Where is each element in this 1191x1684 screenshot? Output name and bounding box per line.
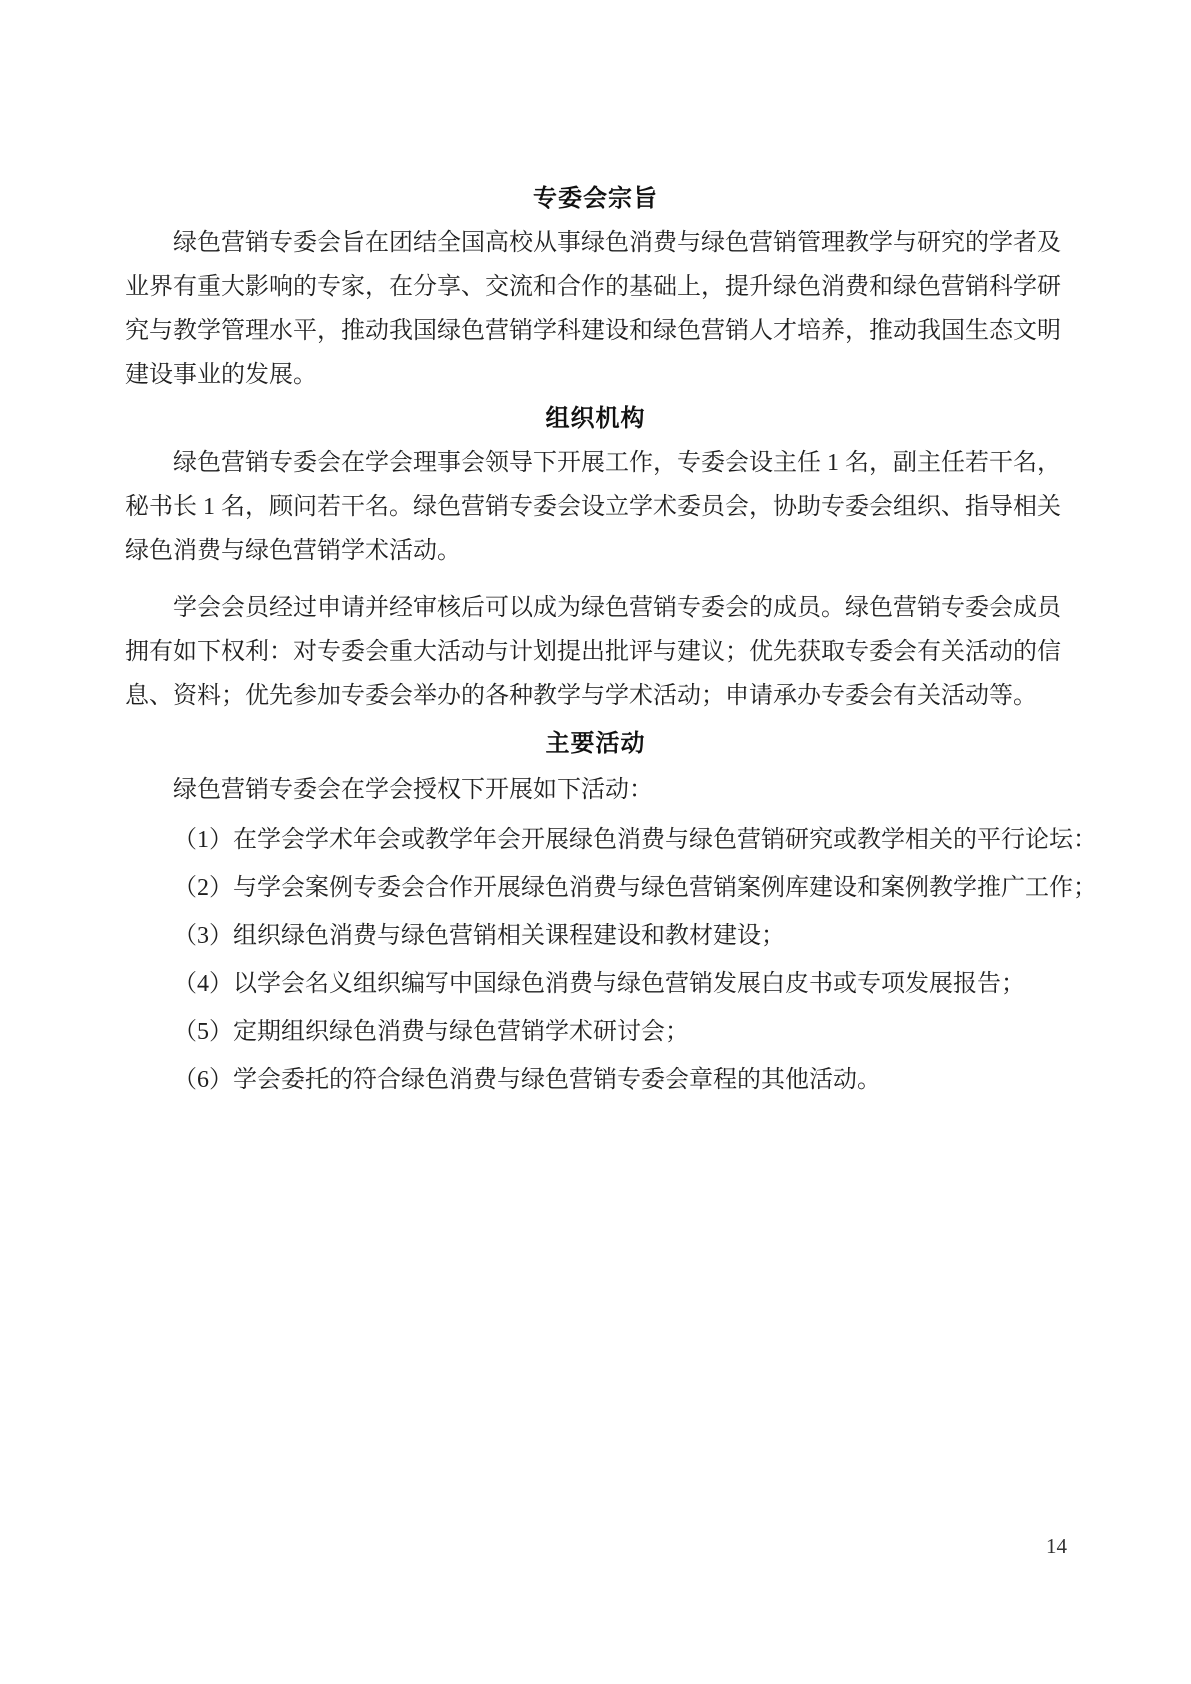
section-heading-activities: 主要活动: [545, 730, 646, 757]
list-item: （1）在学会学术年会或教学年会开展绿色消费与绿色营销研究或教学相关的平行论坛：: [173, 827, 1097, 853]
text-line: 学会会员经过申请并经审核后可以成为绿色营销专委会的成员。绿色营销专委会成员: [173, 595, 1061, 621]
text-line: 绿色营销专委会在学会理事会领导下开展工作，专委会设主任 1 名，副主任若干名，: [173, 450, 1061, 476]
paragraph-activities-intro: [125, 768, 1066, 812]
text-line: 绿色营销专委会在学会授权下开展如下活动：: [173, 777, 653, 803]
paragraph-organization-1: [125, 441, 1066, 573]
document-content: [125, 177, 1097, 1104]
text-line: 拥有如下权利：对专委会重大活动与计划提出批评与建议；优先获取专委会有关活动的信: [125, 639, 1061, 665]
text-line: 绿色营销专委会旨在团结全国高校从事绿色消费与绿色营销管理教学与研究的学者及: [173, 230, 1061, 256]
text-line: 绿色消费与绿色营销学术活动。: [125, 538, 461, 564]
page-number: 14: [1046, 1534, 1067, 1558]
paragraph-organization-2: [125, 586, 1066, 718]
paragraph-purpose: [125, 221, 1066, 397]
section-heading-organization: 组织机构: [545, 405, 646, 432]
text-line: 息、资料；优先参加专委会举办的各种教学与学术活动；申请承办专委会有关活动等。: [125, 683, 1037, 709]
list-item: （3）组织绿色消费与绿色营销相关课程建设和教材建设；: [173, 923, 785, 949]
text-line: 究与教学管理水平，推动我国绿色营销学科建设和绿色营销人才培养，推动我国生态文明: [125, 318, 1061, 344]
activities-list: [125, 816, 1097, 1104]
text-line: 建设事业的发展。: [125, 362, 317, 388]
list-item: （2）与学会案例专委会合作开展绿色消费与绿色营销案例库建设和案例教学推广工作；: [173, 875, 1097, 901]
text-line: 秘书长 1 名，顾问若干名。绿色营销专委会设立学术委员会，协助专委会组织、指导相关: [125, 494, 1061, 520]
list-item: （4）以学会名义组织编写中国绿色消费与绿色营销发展白皮书或专项发展报告；: [173, 971, 1025, 997]
section-heading-purpose: 专委会宗旨: [533, 185, 658, 212]
text-line: 业界有重大影响的专家，在分享、交流和合作的基础上，提升绿色消费和绿色营销科学研: [125, 274, 1061, 300]
list-item: （6）学会委托的符合绿色消费与绿色营销专委会章程的其他活动。: [173, 1067, 881, 1093]
list-item: （5）定期组织绿色消费与绿色营销学术研讨会；: [173, 1019, 689, 1045]
